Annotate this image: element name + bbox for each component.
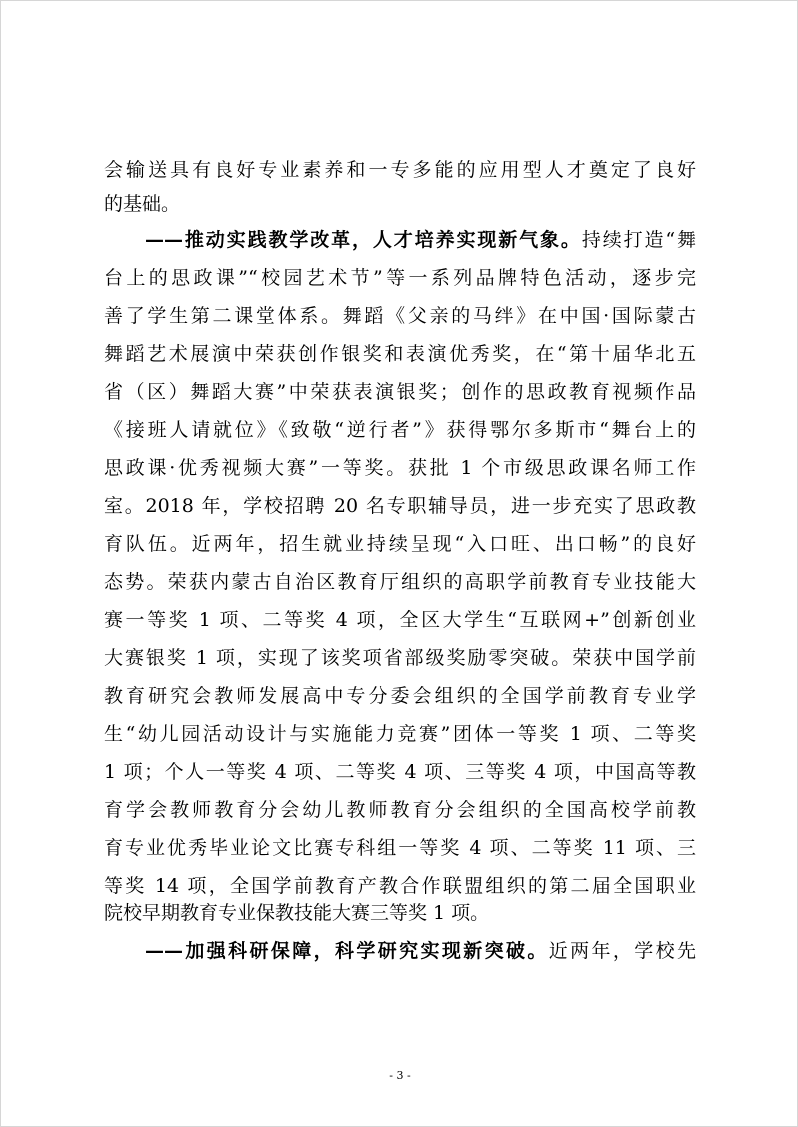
paragraph-1-line-2: 的基础。 [104,193,181,215]
paragraph-2-line-16: 育学会教师教育分会幼儿教师教育分会组织的全国高校学前教 [104,799,696,821]
paragraph-2-line-10: 态势。荣获内蒙古自治区教育厅组织的高职学前教育专业技能大 [104,571,696,593]
paragraph-3-line-1 [145,934,696,968]
paragraph-3-heading: ——加强科研保障，科学研究实现新突破。 [145,940,549,962]
paragraph-2-line-3: 善了学生第二课堂体系。舞蹈《父亲的马绊》在中国·国际蒙古 [104,305,696,327]
paragraph-2-first-line-rest: 持续打造“舞 [581,229,696,251]
paragraph-2-line-15: 1 项；个人一等奖 4 项、二等奖 4 项、三等奖 4 项，中国高等教 [104,761,696,783]
paragraph-2-line-2: 台上的思政课”“校园艺术节”等一系列品牌特色活动，逐步完 [104,267,696,289]
paragraph-2-line-9: 育队伍。近两年，招生就业持续呈现“入口旺、出口畅”的良好 [104,533,696,555]
paragraph-2-line-1 [145,223,696,257]
paragraph-2-line-7: 思政课·优秀视频大赛”一等奖。获批 1 个市级思政课名师工作 [104,457,696,479]
paragraph-2-line-8: 室。2018 年，学校招聘 20 名专职辅导员，进一步充实了思政教 [104,495,696,517]
paragraph-2-line-4: 舞蹈艺术展演中荣获创作银奖和表演优秀奖，在“第十届华北五 [104,343,696,365]
paragraph-2-line-18: 等奖 14 项，全国学前教育产教合作联盟组织的第二届全国职业 [104,875,696,897]
paragraph-2-line-11: 赛一等奖 1 项、二等奖 4 项，全区大学生“互联网+”创新创业 [104,609,696,631]
paragraph-2-line-19: 院校早期教育专业保教技能大赛三等奖 1 项。 [104,902,490,924]
paragraph-2-line-17: 育专业优秀毕业论文比赛专科组一等奖 4 项、二等奖 11 项、三 [104,837,696,859]
page-number: - 3 - [389,1069,411,1082]
paragraph-2-line-12: 大赛银奖 1 项，实现了该奖项省部级奖励零突破。荣获中国学前 [104,647,696,669]
paragraph-3-first-line-rest: 近两年，学校先 [548,940,696,962]
paragraph-2-line-13: 教育研究会教师发展高中专分委会组织的全国学前教育专业学 [104,685,696,707]
paragraph-2-heading: ——推动实践教学改革，人才培养实现新气象。 [145,229,582,251]
paragraph-2-line-5: 省（区）舞蹈大赛”中荣获表演银奖；创作的思政教育视频作品 [104,381,696,403]
paragraph-2-line-6: 《接班人请就位》《致敬“逆行者”》获得鄂尔多斯市“舞台上的 [104,419,696,441]
paragraph-2-line-14: 生“幼儿园活动设计与实施能力竞赛”团体一等奖 1 项、二等奖 [104,723,696,745]
paragraph-1-line-1: 会输送具有良好专业素养和一专多能的应用型人才奠定了良好 [104,159,696,181]
